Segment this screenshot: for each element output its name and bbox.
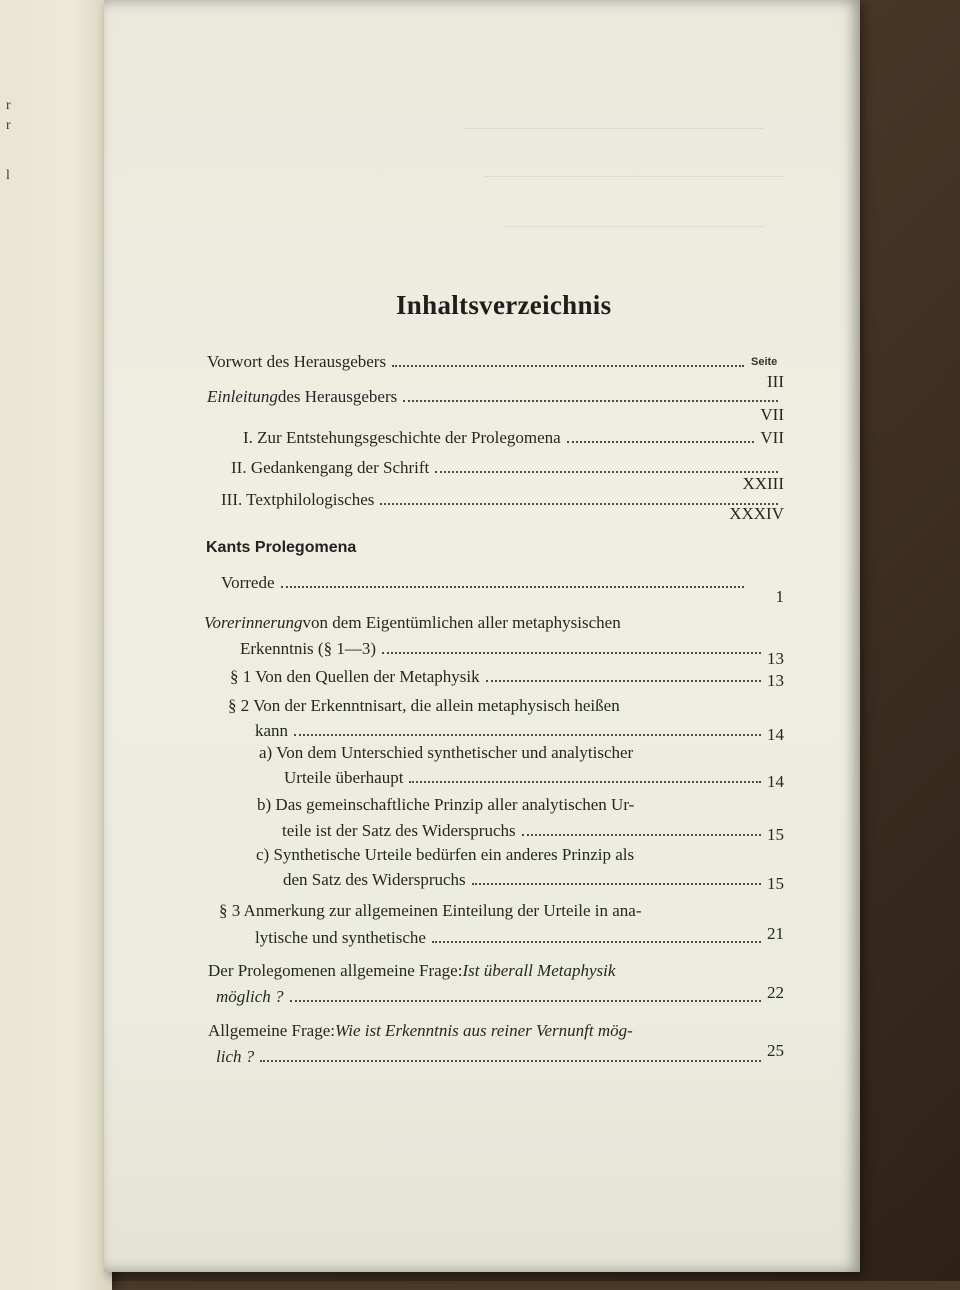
toc-entry-continuation: teile ist der Satz des Widerspruchs: [282, 821, 516, 840]
toc-entry: [231, 455, 784, 493]
toc-entry-continuation: den Satz des Widerspruchs: [283, 870, 466, 889]
toc-page-number: 15: [767, 825, 784, 844]
toc-entry: [259, 740, 784, 791]
toc-entry-italic: Vorerinnerung: [204, 613, 303, 632]
toc-page-number: 25: [767, 1041, 784, 1060]
toc-entry-continuation: kann: [255, 721, 289, 740]
toc-entry-title: I. Zur Entstehungsgeschichte der Prolegomena: [243, 428, 561, 447]
toc-entry: [230, 664, 784, 690]
toc-entry-continuation: lytische und synthetische: [255, 928, 426, 947]
toc-page-number: 1: [775, 587, 784, 606]
toc-entry-title: III. Textphilologisches: [221, 490, 375, 509]
toc-entry-title: des Herausgebers: [277, 387, 398, 406]
seite-label: Seite: [751, 356, 778, 368]
toc-entry-title: § 3 Anmerkung zur allgemeinen Einteilung der Urteile in ana-: [219, 901, 642, 920]
toc-entry: [208, 958, 784, 1006]
toc-entry: [228, 693, 784, 744]
edge-mark: r: [6, 98, 11, 113]
toc-entry-title: II. Gedankengang der Schrift: [231, 458, 430, 477]
toc-page-number: XXIII: [742, 474, 784, 493]
toc-entry-title: Allgemeine Frage:: [208, 1021, 335, 1040]
toc-entry-title: von dem Eigentümlichen aller metaphysischen: [302, 613, 621, 632]
toc-page-number: XXXIV: [729, 504, 784, 523]
toc-entry: [219, 898, 784, 947]
toc-entry-title: b) Das gemeinschaftliche Prinzip aller analytischen Ur-: [257, 795, 635, 814]
edge-mark: r: [6, 118, 11, 133]
toc-entry-title: § 1 Von den Quellen der Metaphysik: [230, 667, 480, 686]
toc-page-number: 13: [767, 671, 784, 690]
toc-entry: [204, 610, 784, 668]
toc-page-number: 13: [767, 649, 784, 668]
toc-entry: [207, 384, 784, 424]
toc-entry-title: § 2 Von der Erkenntnisart, die allein metaphysisch heißen: [228, 696, 620, 715]
section-heading: Kants Prolegomena: [206, 539, 357, 556]
toc-entry-continuation: Erkenntnis (§ 1—3): [240, 639, 376, 658]
toc-page-number: 22: [767, 983, 784, 1002]
toc-entry-title: Vorwort des Herausgebers: [207, 352, 387, 371]
toc-entry-continuation: Urteile überhaupt: [284, 768, 404, 787]
toc-page-number: VII: [760, 405, 784, 424]
toc-page-number: III: [767, 372, 784, 391]
toc-entry-title: c) Synthetische Urteile bedürfen ein anderes Prinzip als: [256, 845, 635, 864]
toc-entry: [207, 349, 784, 391]
toc-entry: [243, 425, 784, 451]
toc-entry-title: Vorrede: [221, 573, 275, 592]
toc-entry-title: a) Von dem Unterschied synthetischer und analytischer: [259, 743, 634, 762]
page-title: Inhaltsverzeichnis: [396, 290, 612, 320]
toc-entry: [256, 842, 784, 893]
toc-page-number: 21: [767, 924, 784, 943]
toc-entry-title: Der Prolegomenen allgemeine Frage:: [208, 961, 463, 980]
edge-mark: l: [6, 168, 10, 183]
toc-entry-italic: Wie ist Erkenntnis aus reiner Vernunft mög-: [335, 1021, 633, 1040]
toc-entry: [221, 570, 784, 606]
toc-entry-italic: Ist überall Metaphysik: [462, 961, 616, 980]
toc-entry: [208, 1018, 784, 1066]
toc-entry: [257, 792, 784, 844]
toc-entry: [221, 487, 784, 523]
toc-page-number: VII: [760, 428, 784, 447]
toc-page-number: 14: [767, 772, 784, 791]
toc-page-number: 14: [767, 725, 784, 744]
toc-entry-italic: Einleitung: [207, 387, 278, 406]
left-page: [0, 0, 112, 1290]
toc-entry-continuation: lich ?: [216, 1047, 255, 1066]
toc-page-number: 15: [767, 874, 784, 893]
toc-entry-continuation: möglich ?: [216, 987, 284, 1006]
